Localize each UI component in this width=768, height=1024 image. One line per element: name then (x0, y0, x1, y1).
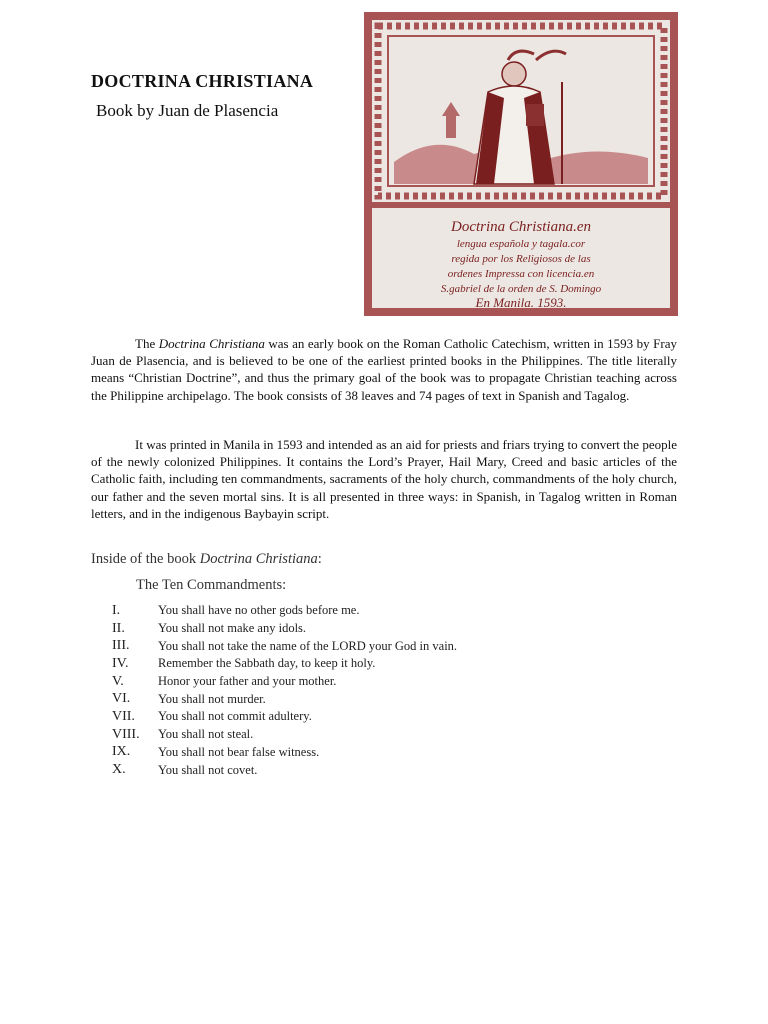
cover-caption-line: regida por los Religiosos de las (451, 253, 591, 265)
list-number: X. (112, 762, 126, 778)
list-number: V. (112, 673, 124, 689)
inside-heading (91, 551, 322, 568)
list-text: You shall not make any idols. (158, 621, 307, 636)
list-item (112, 726, 457, 744)
list-item (112, 761, 457, 779)
inside-heading-tail: : (317, 551, 322, 567)
list-text: You shall not commit adultery. (158, 709, 312, 724)
printing-paragraph (91, 436, 677, 522)
paragraph-rest: was an early book on the Roman Catholic Catechism, written in 1593 by Fray Juan de Plasencia, and is believed to be one of the earliest printed books in the Philippines. The title literally means “Christian Doctrine”, and thus the primary goal of the book was to propagate Christian teaching across the Philippine archipelago. The book consists of 38 leaves and 74 pages of text in Spanish and Tagalog. (91, 336, 677, 403)
document-subtitle: Book by Juan de Plasencia (96, 101, 279, 120)
cover-caption-line: ordenes Impressa con licencia.en (447, 268, 595, 280)
cover-caption-line: Doctrina Christiana.en (450, 219, 592, 235)
list-number: VIII. (112, 726, 140, 742)
cover-caption-line: S.gabriel de la orden de S. Domingo (440, 283, 602, 295)
list-item (112, 673, 457, 691)
inside-heading-emphasis: Doctrina Christiana (199, 551, 318, 567)
list-item (112, 655, 457, 673)
inside-heading-lead: Inside of the book (91, 551, 200, 567)
list-item (112, 744, 457, 762)
list-text: Remember the Sabbath day, to keep it holy. (158, 656, 376, 671)
cover-caption-line: En Manila. 1593. (475, 295, 567, 310)
list-item (112, 602, 457, 620)
document-title: DOCTRINA CHRISTIANA (91, 71, 314, 91)
list-text: You shall not bear false witness. (158, 744, 320, 759)
list-number: VII. (112, 708, 135, 724)
list-number: III. (112, 638, 130, 654)
list-number: I. (112, 602, 121, 618)
list-item (112, 620, 457, 638)
list-number: IX. (112, 744, 131, 760)
list-number: VI. (112, 691, 131, 707)
book-cover-image (364, 12, 678, 316)
list-item (112, 637, 457, 655)
list-text: Honor your father and your mother. (158, 674, 337, 689)
list-item (112, 690, 457, 708)
list-number: IV. (112, 655, 129, 671)
cover-caption-line: lengua española y tagala.cor (456, 238, 586, 250)
book-cover-illustration (364, 12, 678, 316)
list-text: You shall have no other gods before me. (158, 603, 360, 618)
commandments-heading: The Ten Commandments: (136, 577, 287, 593)
list-item (112, 708, 457, 726)
paragraph-lead: The (135, 336, 159, 351)
intro-paragraph (91, 335, 677, 404)
list-text: You shall not covet. (158, 762, 258, 777)
book-title-emphasis: Doctrina Christiana (158, 336, 265, 351)
list-number: II. (112, 620, 125, 636)
list-text: You shall not murder. (158, 691, 266, 706)
list-text: You shall not take the name of the LORD your God in vain. (158, 638, 458, 653)
printing-paragraph-text: It was printed in Manila in 1593 and intended as an aid for priests and friars trying to convert the people of the newly colonized Philippines. It contains the Lord’s Prayer, Hail Mary, Creed and basic articles of the Catholic faith, including ten commandments, sacraments of the holy church, commandments of the holy church, our father and the seven mortal sins. It is all presented in three ways: in Spanish, in Tagalog written in Roman letters, and in the indigenous Baybayin script. (91, 437, 677, 521)
commandments-list (112, 602, 457, 779)
list-text: You shall not steal. (158, 727, 254, 742)
